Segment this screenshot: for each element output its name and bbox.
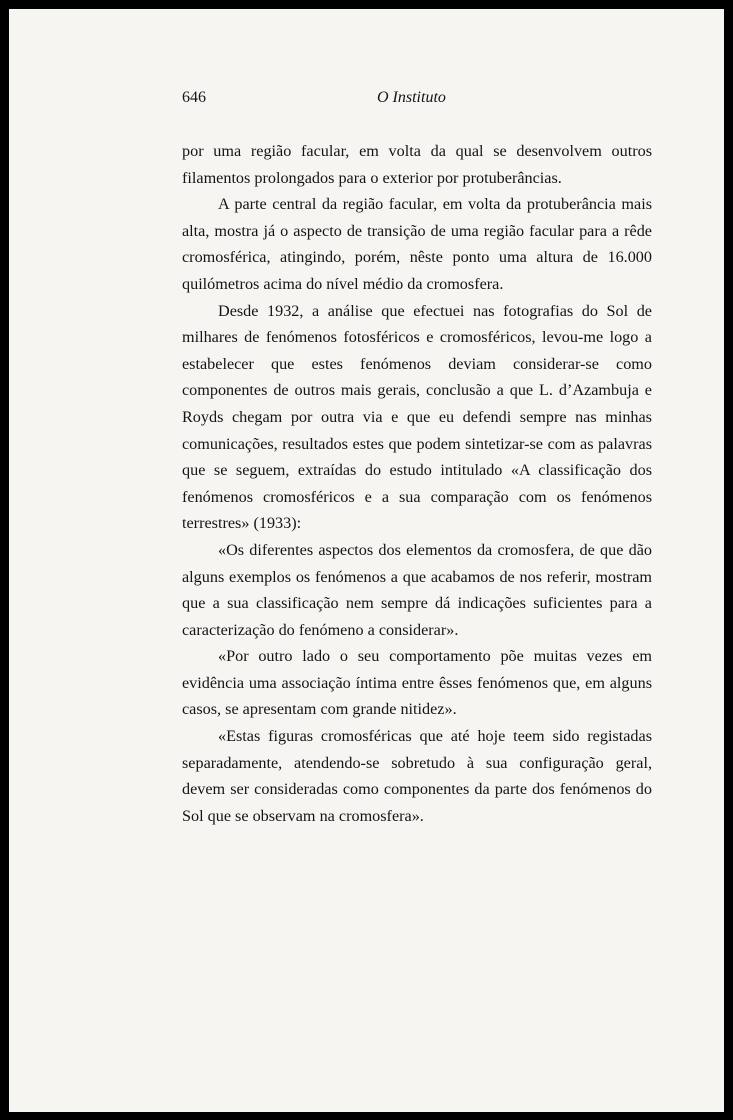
page-content xyxy=(182,89,652,829)
page-header xyxy=(182,89,652,119)
quote-chromosphere-aspects: «Os diferentes aspectos dos elementos da cromosfera, de que dão alguns exemplos os fenómenos a que acabamos de nos referir, mostram que a sua classificação nem sempre dá indicações suficientes para a caracterização do fenómeno a considerar». xyxy=(182,540,652,639)
paragraph-analysis-1932: Desde 1932, a análise que efectuei nas fotografias do Sol de milhares de fenómenos fotosféricos e cromosféricos, levou-me logo a estabelecer que estes fenómenos deviam considerar-se como componentes de outros mais gerais, conclusão a que L. d’Azambuja e Royds chegam por outra via e que eu defendi sempre nas minhas comunicações, resultados estes que podem sintetizar-se com as palavras que se seguem, extraídas do estudo intitulado «A classificação dos fenómenos cromosféricos e a sua comparação com os fenómenos terrestres» (1933): xyxy=(182,301,652,533)
scanned-page xyxy=(9,9,724,1112)
quote-behaviour: «Por outro lado o seu comportamento põe muitas vezes em evidência uma associação íntima entre êsses fenómenos que, em alguns casos, se apresentam com grande nitidez». xyxy=(182,647,652,719)
running-title: O Instituto xyxy=(377,89,446,106)
paragraph-facular-region: A parte central da região facular, em volta da protuberância mais alta, mostra já o aspecto de transição de uma região facular para a rêde cromosférica, atingindo, porém, nêste ponto uma altura de 16.000 quilómetros acima do nível médio da cromosfera. xyxy=(182,195,652,293)
page-number: 646 xyxy=(182,89,206,106)
quote-chromospheric-figures: «Estas figuras cromosféricas que até hoje teem sido registadas separadamente, atendendo-se sobretudo à sua configuração geral, devem ser consideradas como componentes da parte dos fenómenos do Sol que se observam na cromosfera». xyxy=(182,727,652,825)
paragraph-continuation: por uma região facular, em volta da qual se desenvolvem outros filamentos prolongados para o exterior por protuberâncias. xyxy=(182,142,652,187)
body-text xyxy=(182,138,652,829)
